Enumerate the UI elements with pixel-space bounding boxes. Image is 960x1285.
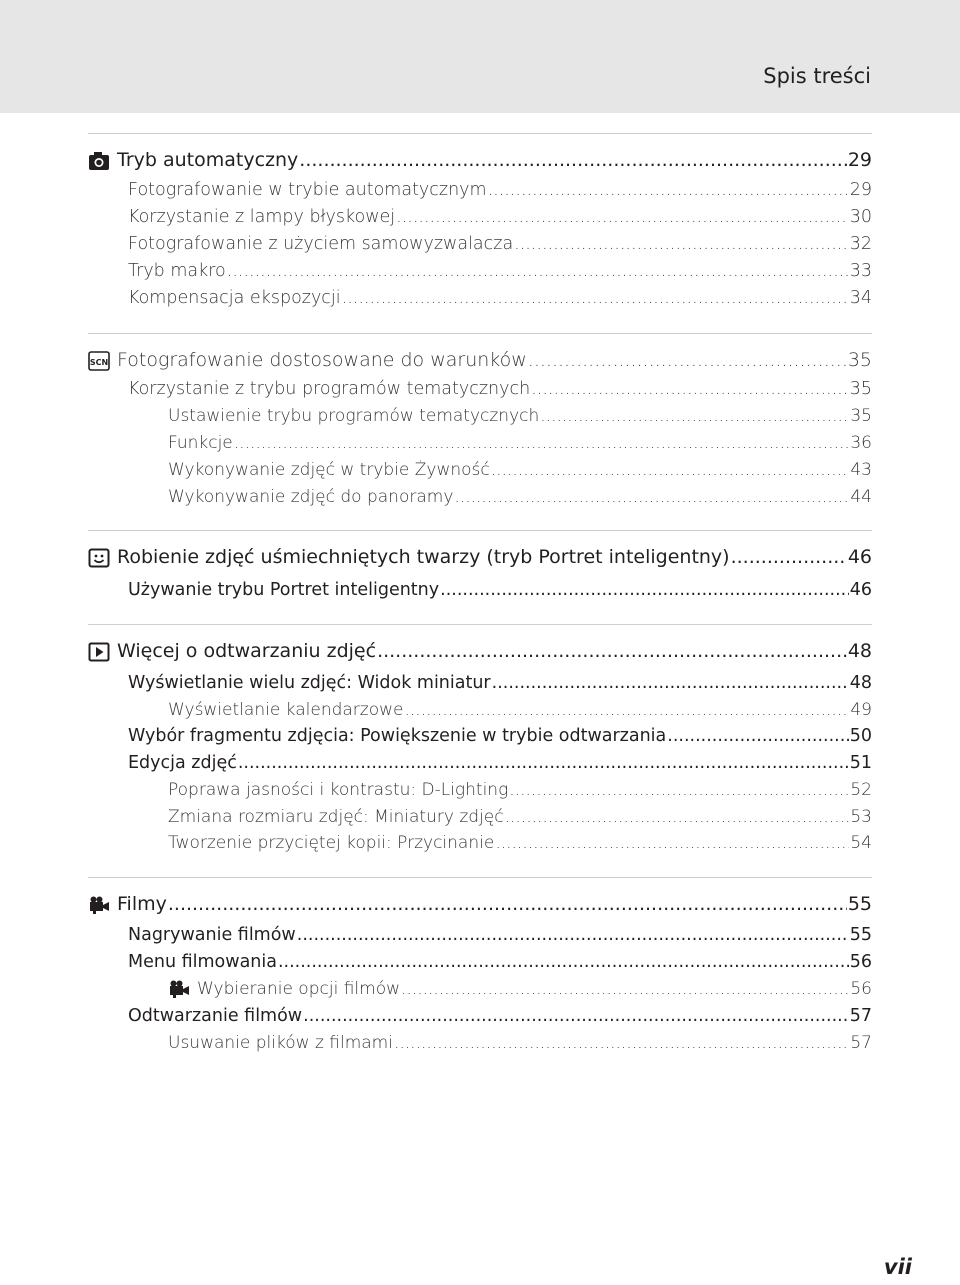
toc-entry-text: Odtwarzanie filmów bbox=[128, 1006, 303, 1026]
toc-entry-label bbox=[168, 700, 404, 720]
dot-leader bbox=[227, 261, 849, 281]
page-ref: 32 bbox=[849, 234, 872, 254]
toc-entry-label bbox=[128, 234, 513, 254]
dot-leader bbox=[238, 753, 849, 773]
section-divider bbox=[88, 333, 872, 334]
toc-entry-text: Zmiana rozmiaru zdjęć: Miniatury zdjęć bbox=[168, 807, 504, 827]
dot-leader bbox=[401, 979, 849, 999]
dot-leader bbox=[394, 1033, 849, 1053]
page-ref: 51 bbox=[849, 753, 872, 773]
dot-leader bbox=[667, 726, 848, 746]
toc-entry[interactable] bbox=[168, 803, 872, 827]
section-title-row[interactable] bbox=[88, 145, 872, 171]
page-ref: 56 bbox=[849, 952, 872, 972]
section-title-row[interactable] bbox=[88, 636, 872, 662]
dot-leader bbox=[509, 780, 849, 800]
svg-text:SCN: SCN bbox=[89, 357, 109, 367]
dot-leader bbox=[731, 546, 847, 568]
toc-entry[interactable] bbox=[128, 576, 872, 600]
toc-entry-text: Korzystanie z trybu programów tematycznych bbox=[128, 379, 531, 399]
section-title-row[interactable] bbox=[88, 345, 872, 371]
toc-entry-label bbox=[128, 379, 530, 399]
toc-entry-text: Wykonywanie zdjęć do panoramy bbox=[168, 487, 454, 507]
section-title-text: Fotografowanie dostosowane do warunków bbox=[117, 349, 527, 371]
toc-entry[interactable] bbox=[128, 257, 872, 281]
smart-portrait-icon bbox=[88, 548, 110, 568]
page-ref: 55 bbox=[847, 893, 872, 915]
toc-entry-text: Używanie trybu Portret inteligentny bbox=[128, 580, 440, 600]
toc-entry-label bbox=[168, 1033, 393, 1053]
page-ref: 50 bbox=[849, 726, 872, 746]
toc-entry[interactable] bbox=[168, 483, 872, 507]
section-title bbox=[88, 546, 730, 568]
dot-leader bbox=[440, 580, 849, 600]
toc-entry-label bbox=[128, 952, 277, 972]
page-ref: 53 bbox=[850, 807, 872, 827]
toc-entry[interactable] bbox=[128, 948, 872, 972]
toc-entry-text: Edycja zdjęć bbox=[128, 753, 237, 773]
dot-leader bbox=[299, 149, 847, 171]
toc-entry-text: Fotografowanie w trybie automatycznym bbox=[128, 180, 487, 200]
section-title bbox=[88, 893, 167, 915]
toc-entry[interactable] bbox=[128, 284, 872, 308]
toc-entry-text: Tryb makro bbox=[128, 261, 226, 281]
camera-icon bbox=[88, 151, 110, 171]
dot-leader bbox=[278, 952, 849, 972]
toc-entry-label bbox=[168, 487, 453, 507]
page-ref: 35 bbox=[847, 349, 872, 371]
movie-icon bbox=[88, 895, 110, 915]
toc-entry-text: Ustawienie trybu programów tematycznych bbox=[168, 406, 540, 426]
page-ref: 48 bbox=[849, 673, 872, 693]
toc-entry-text: Funkcje bbox=[168, 433, 233, 453]
header-title: Spis treści bbox=[763, 64, 871, 88]
toc-entry[interactable] bbox=[128, 669, 872, 693]
toc-entry-text: Fotografowanie z użyciem samowyzwalacza bbox=[128, 234, 514, 254]
toc-entry[interactable] bbox=[168, 456, 872, 480]
section-title-row[interactable] bbox=[88, 889, 872, 915]
toc-entry-text: Poprawa jasności i kontrastu: D-Lighting bbox=[168, 780, 509, 800]
page-ref: 46 bbox=[847, 546, 872, 568]
toc-entry[interactable] bbox=[168, 1029, 872, 1053]
toc-entry-text: Wykonywanie zdjęć w trybie Żywność bbox=[168, 460, 490, 480]
toc-entry-label bbox=[168, 979, 400, 999]
dot-leader bbox=[168, 893, 847, 915]
dot-leader bbox=[492, 673, 849, 693]
movie-icon bbox=[168, 979, 190, 999]
toc-entry-label bbox=[168, 406, 539, 426]
dot-leader bbox=[396, 207, 849, 227]
section-title bbox=[88, 149, 298, 171]
toc-entry[interactable] bbox=[128, 176, 872, 200]
toc-entry[interactable] bbox=[128, 749, 872, 773]
section-divider bbox=[88, 530, 872, 531]
toc-entry-text: Menu filmowania bbox=[128, 952, 277, 972]
dot-leader bbox=[342, 288, 849, 308]
toc-entry-label bbox=[168, 807, 504, 827]
toc-entry-label bbox=[128, 207, 395, 227]
dot-leader bbox=[514, 234, 849, 254]
toc-entry-text: Nagrywanie filmów bbox=[128, 925, 296, 945]
page-ref: 48 bbox=[847, 640, 872, 662]
toc-entry-label bbox=[168, 780, 508, 800]
toc-entry[interactable] bbox=[168, 776, 872, 800]
section-title-text: Więcej o odtwarzaniu zdjęć bbox=[117, 640, 377, 662]
toc-entry-text: Kompensacja ekspozycji bbox=[128, 288, 341, 308]
toc-entry-label bbox=[168, 433, 233, 453]
toc-entry[interactable] bbox=[128, 722, 872, 746]
section-divider bbox=[88, 624, 872, 625]
toc-entry-label bbox=[128, 261, 226, 281]
playback-icon bbox=[88, 642, 110, 662]
toc-entry[interactable] bbox=[168, 696, 872, 720]
section-title bbox=[88, 349, 527, 371]
toc-entry[interactable] bbox=[168, 975, 872, 999]
toc-entry[interactable] bbox=[168, 429, 872, 453]
toc-entry-label bbox=[128, 580, 439, 600]
page-ref: 34 bbox=[849, 288, 872, 308]
toc-entry-label bbox=[128, 180, 487, 200]
toc-entry-text: Wyświetlanie wielu zdjęć: Widok miniatur bbox=[128, 673, 491, 693]
page-ref: 56 bbox=[850, 979, 872, 999]
toc-entry-label bbox=[128, 925, 296, 945]
page-ref: 36 bbox=[850, 433, 872, 453]
page-ref: 55 bbox=[849, 925, 872, 945]
page-ref: 29 bbox=[847, 149, 872, 171]
dot-leader bbox=[297, 925, 849, 945]
section-divider bbox=[88, 133, 872, 134]
toc-entry-label bbox=[168, 833, 494, 853]
page-ref: 43 bbox=[850, 460, 872, 480]
toc-entry-label bbox=[128, 753, 237, 773]
toc-entry[interactable] bbox=[128, 921, 872, 945]
page-ref: 33 bbox=[849, 261, 872, 281]
dot-leader bbox=[540, 406, 849, 426]
dot-leader bbox=[531, 379, 849, 399]
page-ref: 57 bbox=[849, 1006, 872, 1026]
page-ref: 54 bbox=[850, 833, 872, 853]
dot-leader bbox=[303, 1006, 849, 1026]
section-title-text: Tryb automatyczny bbox=[117, 149, 299, 171]
toc-entry-label bbox=[128, 673, 491, 693]
dot-leader bbox=[491, 460, 850, 480]
page-ref: 52 bbox=[850, 780, 872, 800]
page-number: vii bbox=[883, 1255, 912, 1279]
toc-entry-label bbox=[128, 288, 341, 308]
dot-leader bbox=[528, 349, 847, 371]
section-title-text: Robienie zdjęć uśmiechniętych twarzy (tryb Portret inteligentny) bbox=[117, 546, 730, 568]
dot-leader bbox=[454, 487, 849, 507]
section-title-text: Filmy bbox=[117, 893, 167, 915]
dot-leader bbox=[505, 807, 850, 827]
toc-entry-label bbox=[168, 460, 490, 480]
toc-entry[interactable] bbox=[168, 829, 872, 853]
dot-leader bbox=[495, 833, 849, 853]
page-ref: 49 bbox=[850, 700, 872, 720]
dot-leader bbox=[234, 433, 850, 453]
dot-leader bbox=[377, 640, 847, 662]
scene-mode-icon bbox=[88, 351, 110, 371]
toc-entry-text: Korzystanie z lampy błyskowej bbox=[128, 207, 396, 227]
page-ref: 57 bbox=[850, 1033, 872, 1053]
page-ref: 35 bbox=[849, 379, 872, 399]
toc-entry[interactable] bbox=[128, 230, 872, 254]
page-ref: 46 bbox=[849, 580, 872, 600]
toc-entry-text: Wyświetlanie kalendarzowe bbox=[168, 700, 404, 720]
page-ref: 30 bbox=[849, 207, 872, 227]
toc-entry-text: Usuwanie plików z filmami bbox=[168, 1033, 393, 1053]
toc-entry[interactable] bbox=[128, 203, 872, 227]
section-divider bbox=[88, 877, 872, 878]
section-title-row[interactable] bbox=[88, 542, 872, 568]
page-ref: 44 bbox=[850, 487, 872, 507]
toc-entry[interactable] bbox=[168, 402, 872, 426]
toc-entry[interactable] bbox=[128, 1002, 872, 1026]
dot-leader bbox=[405, 700, 850, 720]
section-title bbox=[88, 640, 376, 662]
dot-leader bbox=[488, 180, 849, 200]
toc-entry-text: Tworzenie przyciętej kopii: Przycinanie bbox=[168, 833, 495, 853]
toc-entry-label bbox=[128, 1006, 302, 1026]
toc-entry-text: Wybieranie opcji filmów bbox=[197, 979, 400, 999]
toc-entry[interactable] bbox=[128, 375, 872, 399]
toc-entry-label bbox=[128, 726, 666, 746]
toc-entry-text: Wybór fragmentu zdjęcia: Powiększenie w trybie odtwarzania bbox=[128, 726, 667, 746]
page-ref: 29 bbox=[849, 180, 872, 200]
page-ref: 35 bbox=[850, 406, 872, 426]
